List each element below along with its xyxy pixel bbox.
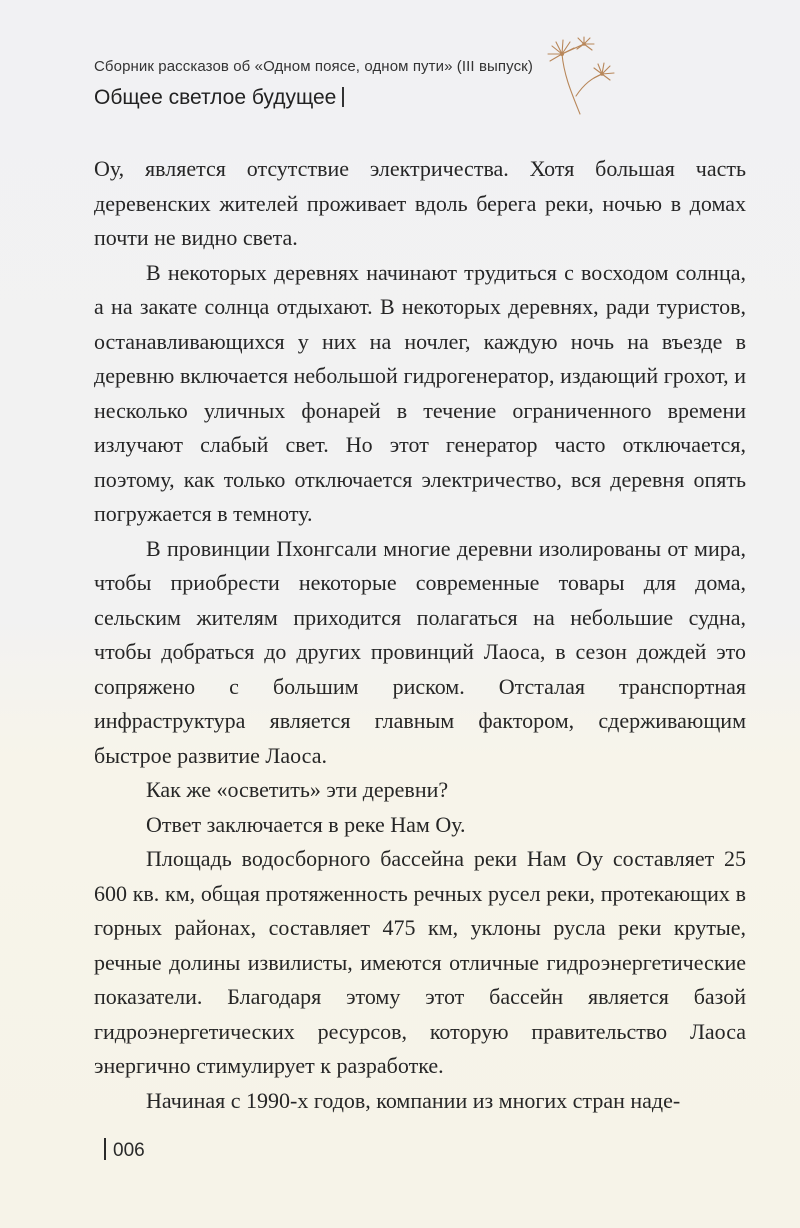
paragraph-6: Площадь водосборного бассейна реки Нам Оу составляет 25 600 кв. км, общая протяженность речных русел реки, протекающих в горных районах, составляет 475 км, уклоны русла реки крутые, речные долины извилисты, имеются отличные гидроэнергетические показатели. Благодаря этому этот бассейн является базой гидроэнергетических ресурсов, которую правительство Лаоса энергично стимулирует к разработке. [94,846,746,1078]
series-title: Сборник рассказов об «Одном поясе, одном пути» (III выпуск) [94,58,533,75]
page-number-bar [104,1138,106,1160]
paragraph-3: В провинции Пхонгсали многие деревни изолированы от мира, чтобы приобрести некоторые современные товары для дома, сельским жителям приходится полагаться на небольшие судна, чтобы добраться до других провинций Лаоса, в сезон дождей это сопряжено с большим риском. Отсталая транспортная инфраструктура является главным фактором, сдерживающим быстрое развитие Лаоса. [94,535,746,768]
paragraph-2: В некоторых деревнях начинают трудиться с восходом солнца, а на закате солнца отдыхают. В некоторых деревнях, ради туристов, останавливающихся у них на ночлег, каждую ночь на въезде в деревню включается небольшой гидрогенератор, издающий грохот, и несколько уличных фонарей в течение ограниченного времени излучают слабый свет. Но этот генератор часто отключается, поэтому, как только отключается электричество, вся деревня опять погружается в темноту. [94,259,746,526]
paragraph-7: Начиная с 1990-х годов, компании из многих стран наде- [146,1087,681,1113]
dandelion-seeds-icon [532,36,624,118]
paragraph-5: Ответ заключается в реке Нам Оу. [146,811,466,837]
page-number [104,1138,145,1162]
title-divider-bar [342,87,344,107]
book-title: Общее светлое будущее [94,86,337,109]
page-number-value: 006 [113,1140,145,1161]
body-text [94,152,746,1118]
paragraph-1: Оу, является отсутствие электричества. Хотя большая часть деревенских жителей проживает вдоль берега реки, ночью в домах почти не видно света. [94,156,746,250]
paragraph-4: Как же «осветить» эти деревни? [146,777,449,802]
